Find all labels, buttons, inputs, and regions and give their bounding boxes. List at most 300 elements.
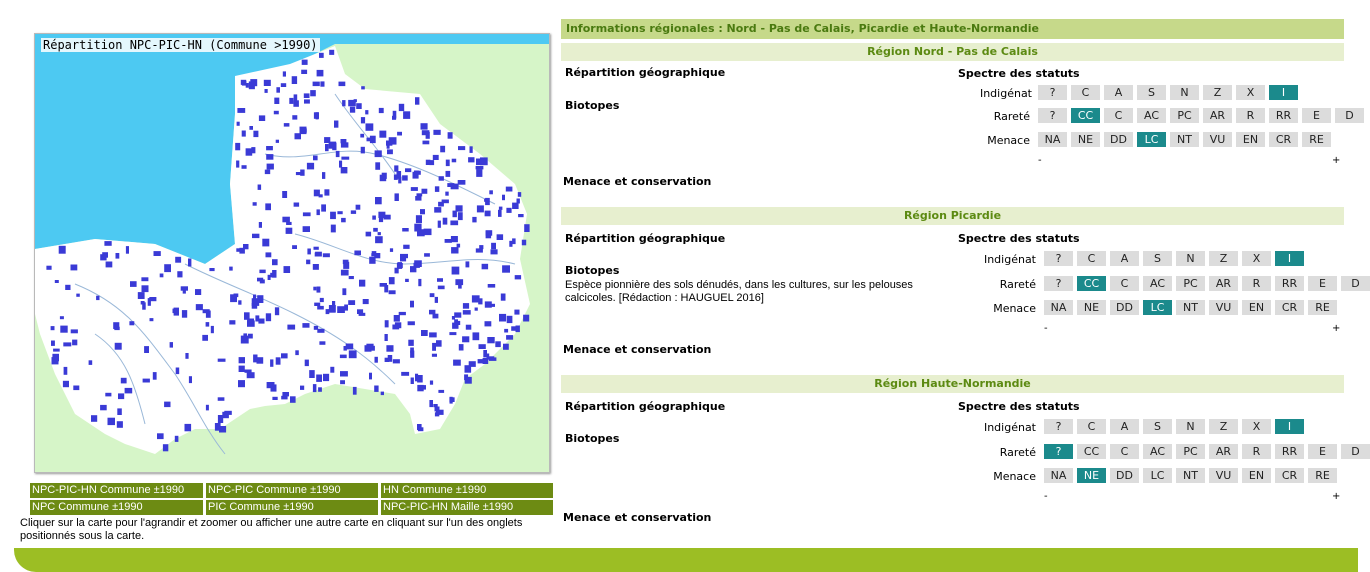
menace-cell: NT [1176,300,1205,315]
presence-dot [348,300,355,305]
rarete-cell: CC [1077,276,1106,291]
menace-cell: CR [1275,468,1304,483]
presence-dot [175,436,179,442]
presence-dot [422,130,430,135]
presence-dot [402,175,408,180]
presence-dot [314,247,319,250]
presence-dot [51,341,55,346]
presence-dot [55,280,59,283]
map-tab-npc-commune[interactable]: NPC Commune ±1990 [30,500,203,515]
menace-cell: CR [1269,132,1298,147]
presence-dot [142,285,149,292]
presence-dot [331,225,336,233]
presence-dot [295,133,302,139]
presence-dot [502,195,505,201]
presence-dot [117,421,123,428]
presence-dot [71,329,78,333]
presence-dot [518,214,524,217]
indigenat-cell: N [1176,419,1205,434]
map-tab-pic-commune[interactable]: PIC Commune ±1990 [206,500,378,515]
presence-dot [116,253,120,259]
rarete-cell: AR [1209,276,1238,291]
menace-cell: DD [1110,468,1139,483]
presence-dot [292,115,297,119]
presence-dot [394,315,400,322]
presence-dot [389,290,396,294]
presence-dot [310,90,316,96]
presence-dot [117,408,122,415]
presence-dot [96,296,99,300]
scale-min: - [1044,491,1048,502]
presence-dot [265,170,270,175]
presence-dot [507,316,513,323]
map-tab-npc-pic-commune[interactable]: NPC-PIC Commune ±1990 [206,483,378,498]
presence-dot [430,293,435,297]
presence-dot [454,312,461,317]
presence-dot [468,157,474,162]
presence-dot [350,107,355,113]
presence-dot [462,336,469,342]
presence-dot [458,212,463,220]
presence-dot [287,325,295,330]
presence-dot [319,53,324,58]
presence-dot [341,167,348,173]
presence-dot [344,346,347,351]
presence-dot [313,264,319,270]
menace-cell: NT [1176,468,1205,483]
presence-dot [300,386,304,390]
presence-dot [453,211,457,218]
presence-dot [463,310,471,315]
map-tab-npc-pic-hn-commune[interactable]: NPC-PIC-HN Commune ±1990 [30,483,203,498]
presence-dot [325,144,329,151]
menace-cell: EN [1242,468,1271,483]
presence-dot [313,82,320,87]
presence-dot [511,326,519,331]
rarete-scale [1038,108,1364,123]
menace-cell: NE [1077,300,1106,315]
scale-max: + [1332,491,1341,502]
presence-dot [390,248,393,252]
presence-dot [237,108,245,113]
presence-dot [329,50,334,55]
presence-dot [375,236,383,243]
presence-dot [53,349,60,352]
menace-cell: NA [1044,468,1073,483]
presence-dot [411,378,414,385]
spectre-title: Spectre des statuts [958,232,1080,245]
presence-dot [282,217,290,223]
presence-dot [118,393,124,399]
presence-dot [340,380,345,384]
spectre-title: Spectre des statuts [958,67,1080,80]
presence-dot [435,297,438,303]
presence-dot [148,298,151,306]
indigenat-cell: S [1143,251,1172,266]
rarete-cell: E [1308,444,1337,459]
distribution-map[interactable] [34,33,550,473]
presence-dot [473,332,480,340]
rarete-cell: AR [1203,108,1232,123]
menace-label: Menace [993,470,1036,483]
presence-dot [281,353,288,358]
rarete-cell: AR [1209,444,1238,459]
indigenat-cell: C [1077,419,1106,434]
rarete-cell: E [1308,276,1337,291]
presence-dot [332,143,336,151]
region-header-npc: Région Nord - Pas de Calais [561,43,1344,61]
presence-dot [405,279,409,282]
presence-dot [464,374,468,380]
presence-dot [46,266,51,270]
presence-dot [361,147,365,154]
map-tab-npc-pic-hn-maille[interactable]: NPC-PIC-HN Maille ±1990 [381,500,553,515]
presence-dot [296,172,301,175]
presence-dot [320,81,324,86]
menace-cell: DD [1104,132,1133,147]
menace-conservation-label: Menace et conservation [563,511,712,524]
presence-dot [415,171,421,175]
presence-dot [374,386,378,392]
presence-dot [392,116,396,120]
presence-dot [458,180,466,185]
presence-dot [475,308,478,311]
presence-dot [418,279,421,286]
presence-dot [438,390,444,393]
presence-dot [265,203,271,210]
presence-dot [239,357,245,363]
presence-dot [486,231,492,239]
rarete-cell: R [1242,444,1271,459]
presence-dot [176,368,180,375]
presence-dot [104,241,111,246]
menace-scale [1038,132,1331,147]
presence-dot [378,232,381,235]
presence-dot [260,279,265,283]
presence-dot [130,281,137,287]
presence-dot [215,423,221,431]
presence-dot [315,252,322,257]
rarete-cell: RR [1275,276,1304,291]
presence-dot [501,294,506,301]
indigenat-cell: X [1236,85,1265,100]
presence-dot [160,274,164,278]
presence-dot [249,81,255,89]
presence-dot [366,123,374,130]
presence-dot [235,143,240,150]
spectre-title: Spectre des statuts [958,400,1080,413]
presence-dot [141,301,145,305]
presence-dot [341,157,349,160]
presence-dot [237,122,240,126]
presence-dot [319,194,323,197]
menace-cell: VU [1209,468,1238,483]
presence-dot [255,315,259,321]
presence-dot [262,239,269,247]
presence-dot [154,251,161,256]
presence-dot [108,418,116,425]
presence-dot [349,350,357,358]
presence-dot [284,123,290,127]
rarete-cell: AC [1143,444,1172,459]
left-margin [0,0,14,572]
presence-dot [63,381,69,387]
presence-dot [438,221,441,228]
presence-dot [372,216,376,220]
rarete-cell: PC [1170,108,1199,123]
presence-dot [276,87,280,93]
presence-dot [289,98,293,104]
indigenat-label: Indigénat [983,421,1036,434]
presence-dot [189,376,192,383]
presence-dot [295,350,299,355]
rarete-cell: ? [1044,444,1073,459]
presence-dot [365,345,372,352]
presence-dot [51,326,55,330]
presence-dot [432,343,436,351]
presence-dot [515,275,521,279]
presence-dot [436,340,442,347]
presence-dot [238,300,241,304]
indigenat-cell: C [1071,85,1100,100]
presence-dot [317,70,324,77]
presence-dot [479,344,486,349]
presence-dot [397,132,402,136]
presence-dot [433,155,439,160]
presence-dot [341,139,347,143]
presence-dot [429,310,435,315]
presence-dot [71,265,78,271]
presence-dot [258,185,262,190]
rarete-cell: ? [1044,276,1073,291]
map-help-text: Cliquer sur la carte pour l'agrandir et zoomer ou afficher une autre carte en cliquant sur l'un des onglets positionnés sous la carte. [20,517,523,542]
presence-dot [121,378,127,384]
presence-dot [157,433,164,439]
presence-dot [102,252,108,258]
menace-conservation-label: Menace et conservation [563,343,712,356]
presence-dot [375,162,380,170]
presence-dot [276,140,279,143]
presence-dot [302,60,308,65]
presence-dot [517,199,520,204]
menace-cell: EN [1242,300,1271,315]
presence-dot [522,240,526,246]
presence-dot [320,298,324,302]
presence-dot [173,309,179,314]
presence-dot [322,172,325,179]
presence-dot [445,239,452,243]
presence-dot [405,168,411,172]
presence-dot [421,330,428,336]
presence-dot [512,203,519,209]
presence-dot [323,374,329,381]
rarete-cell: E [1302,108,1331,123]
presence-dot [304,93,310,98]
presence-dot [354,251,361,256]
presence-dot [259,270,265,274]
scale-max: + [1332,323,1341,334]
map-image [35,34,549,472]
rarete-label: Rareté [993,110,1030,123]
presence-dot [387,149,393,154]
presence-dot [445,192,448,196]
presence-dot [450,221,458,226]
presence-dot [422,189,428,194]
presence-dot [89,360,93,365]
presence-dot [276,357,281,364]
indigenat-cell: Z [1209,419,1238,434]
presence-dot [286,222,292,225]
presence-dot [246,148,253,155]
presence-dot [337,306,345,313]
presence-dot [382,173,387,179]
presence-dot [303,226,310,232]
menace-cell: NA [1038,132,1067,147]
presence-dot [317,209,320,215]
presence-dot [417,193,423,196]
presence-dot [304,99,310,103]
presence-dot [359,280,365,287]
presence-dot [433,130,440,135]
presence-dot [337,211,342,214]
presence-dot [60,316,64,319]
rarete-cell: PC [1176,444,1205,459]
presence-dot [502,265,510,272]
presence-dot [76,294,80,297]
presence-dot [503,344,509,350]
rarete-cell: C [1110,276,1139,291]
menace-conservation-label: Menace et conservation [563,175,712,188]
menace-scale [1044,300,1337,315]
biotopes-label: Biotopes [565,264,620,277]
presence-dot [417,385,423,391]
menace-label: Menace [993,302,1036,315]
presence-dot [307,163,314,170]
presence-dot [236,161,239,168]
presence-dot [439,176,444,181]
presence-dot [244,312,250,320]
presence-dot [506,208,511,213]
presence-dot [438,202,444,207]
presence-dot [457,244,461,248]
presence-dot [400,254,408,258]
presence-dot [379,108,384,113]
presence-dot [381,392,384,396]
presence-dot [512,238,516,244]
presence-dot [294,203,300,207]
presence-dot [403,111,410,119]
menace-cell: RE [1308,468,1337,483]
presence-dot [330,212,336,219]
indigenat-scale [1038,85,1298,100]
presence-dot [126,246,129,254]
presence-dot [392,325,399,330]
indigenat-cell: I [1269,85,1298,100]
presence-dot [248,334,253,339]
presence-dot [463,303,469,309]
presence-dot [443,218,448,225]
presence-dot [64,367,68,375]
presence-dot [274,98,279,104]
presence-dot [472,295,480,302]
presence-dot [351,210,356,214]
presence-dot [344,305,348,311]
presence-dot [509,241,512,247]
presence-dot [115,343,122,350]
presence-dot [324,137,330,143]
indigenat-cell: Z [1209,251,1238,266]
presence-dot [452,267,460,275]
presence-dot [316,112,319,119]
presence-dot [274,111,279,115]
map-tab-hn-commune[interactable]: HN Commune ±1990 [381,483,553,498]
presence-dot [253,295,256,301]
presence-dot [388,355,393,362]
presence-dot [448,132,453,139]
presence-dot [323,253,330,257]
presence-dot [506,187,513,192]
presence-dot [482,264,489,270]
presence-dot [206,322,210,327]
presence-dot [356,205,361,210]
presence-dot [395,193,399,201]
indigenat-cell: S [1137,85,1166,100]
region-header-haute-normandie: Région Haute-Normandie [561,375,1344,393]
presence-dot [150,318,154,321]
presence-dot [251,147,255,153]
indigenat-cell: ? [1044,251,1073,266]
menace-cell: NE [1071,132,1100,147]
presence-dot [488,284,496,288]
presence-dot [302,323,309,328]
presence-dot [316,375,322,382]
presence-dot [484,199,489,202]
presence-dot [272,270,276,278]
presence-dot [485,301,492,307]
rarete-scale [1044,276,1370,291]
presence-dot [272,397,277,400]
presence-dot [361,117,365,123]
presence-dot [402,228,409,232]
presence-dot [125,388,133,394]
presence-dot [415,97,419,105]
presence-dot [266,313,271,321]
presence-dot [163,444,168,451]
presence-dot [271,384,277,391]
presence-dot [408,321,415,325]
presence-dot [218,397,225,401]
presence-dot [238,380,245,387]
presence-dot [437,278,443,282]
presence-dot [341,218,346,222]
presence-dot [265,89,268,93]
presence-dot [284,266,291,273]
presence-dot [466,325,472,330]
presence-dot [313,156,318,161]
presence-dot [236,248,243,252]
presence-dot [301,128,307,132]
menace-cell: RE [1308,300,1337,315]
presence-dot [164,402,170,408]
presence-dot [416,215,422,223]
presence-dot [206,311,211,318]
presence-dot [497,234,504,240]
presence-dot [348,100,356,106]
presence-dot [440,146,445,153]
presence-dot [73,386,79,391]
presence-dot [375,357,378,363]
indigenat-cell: S [1143,419,1172,434]
